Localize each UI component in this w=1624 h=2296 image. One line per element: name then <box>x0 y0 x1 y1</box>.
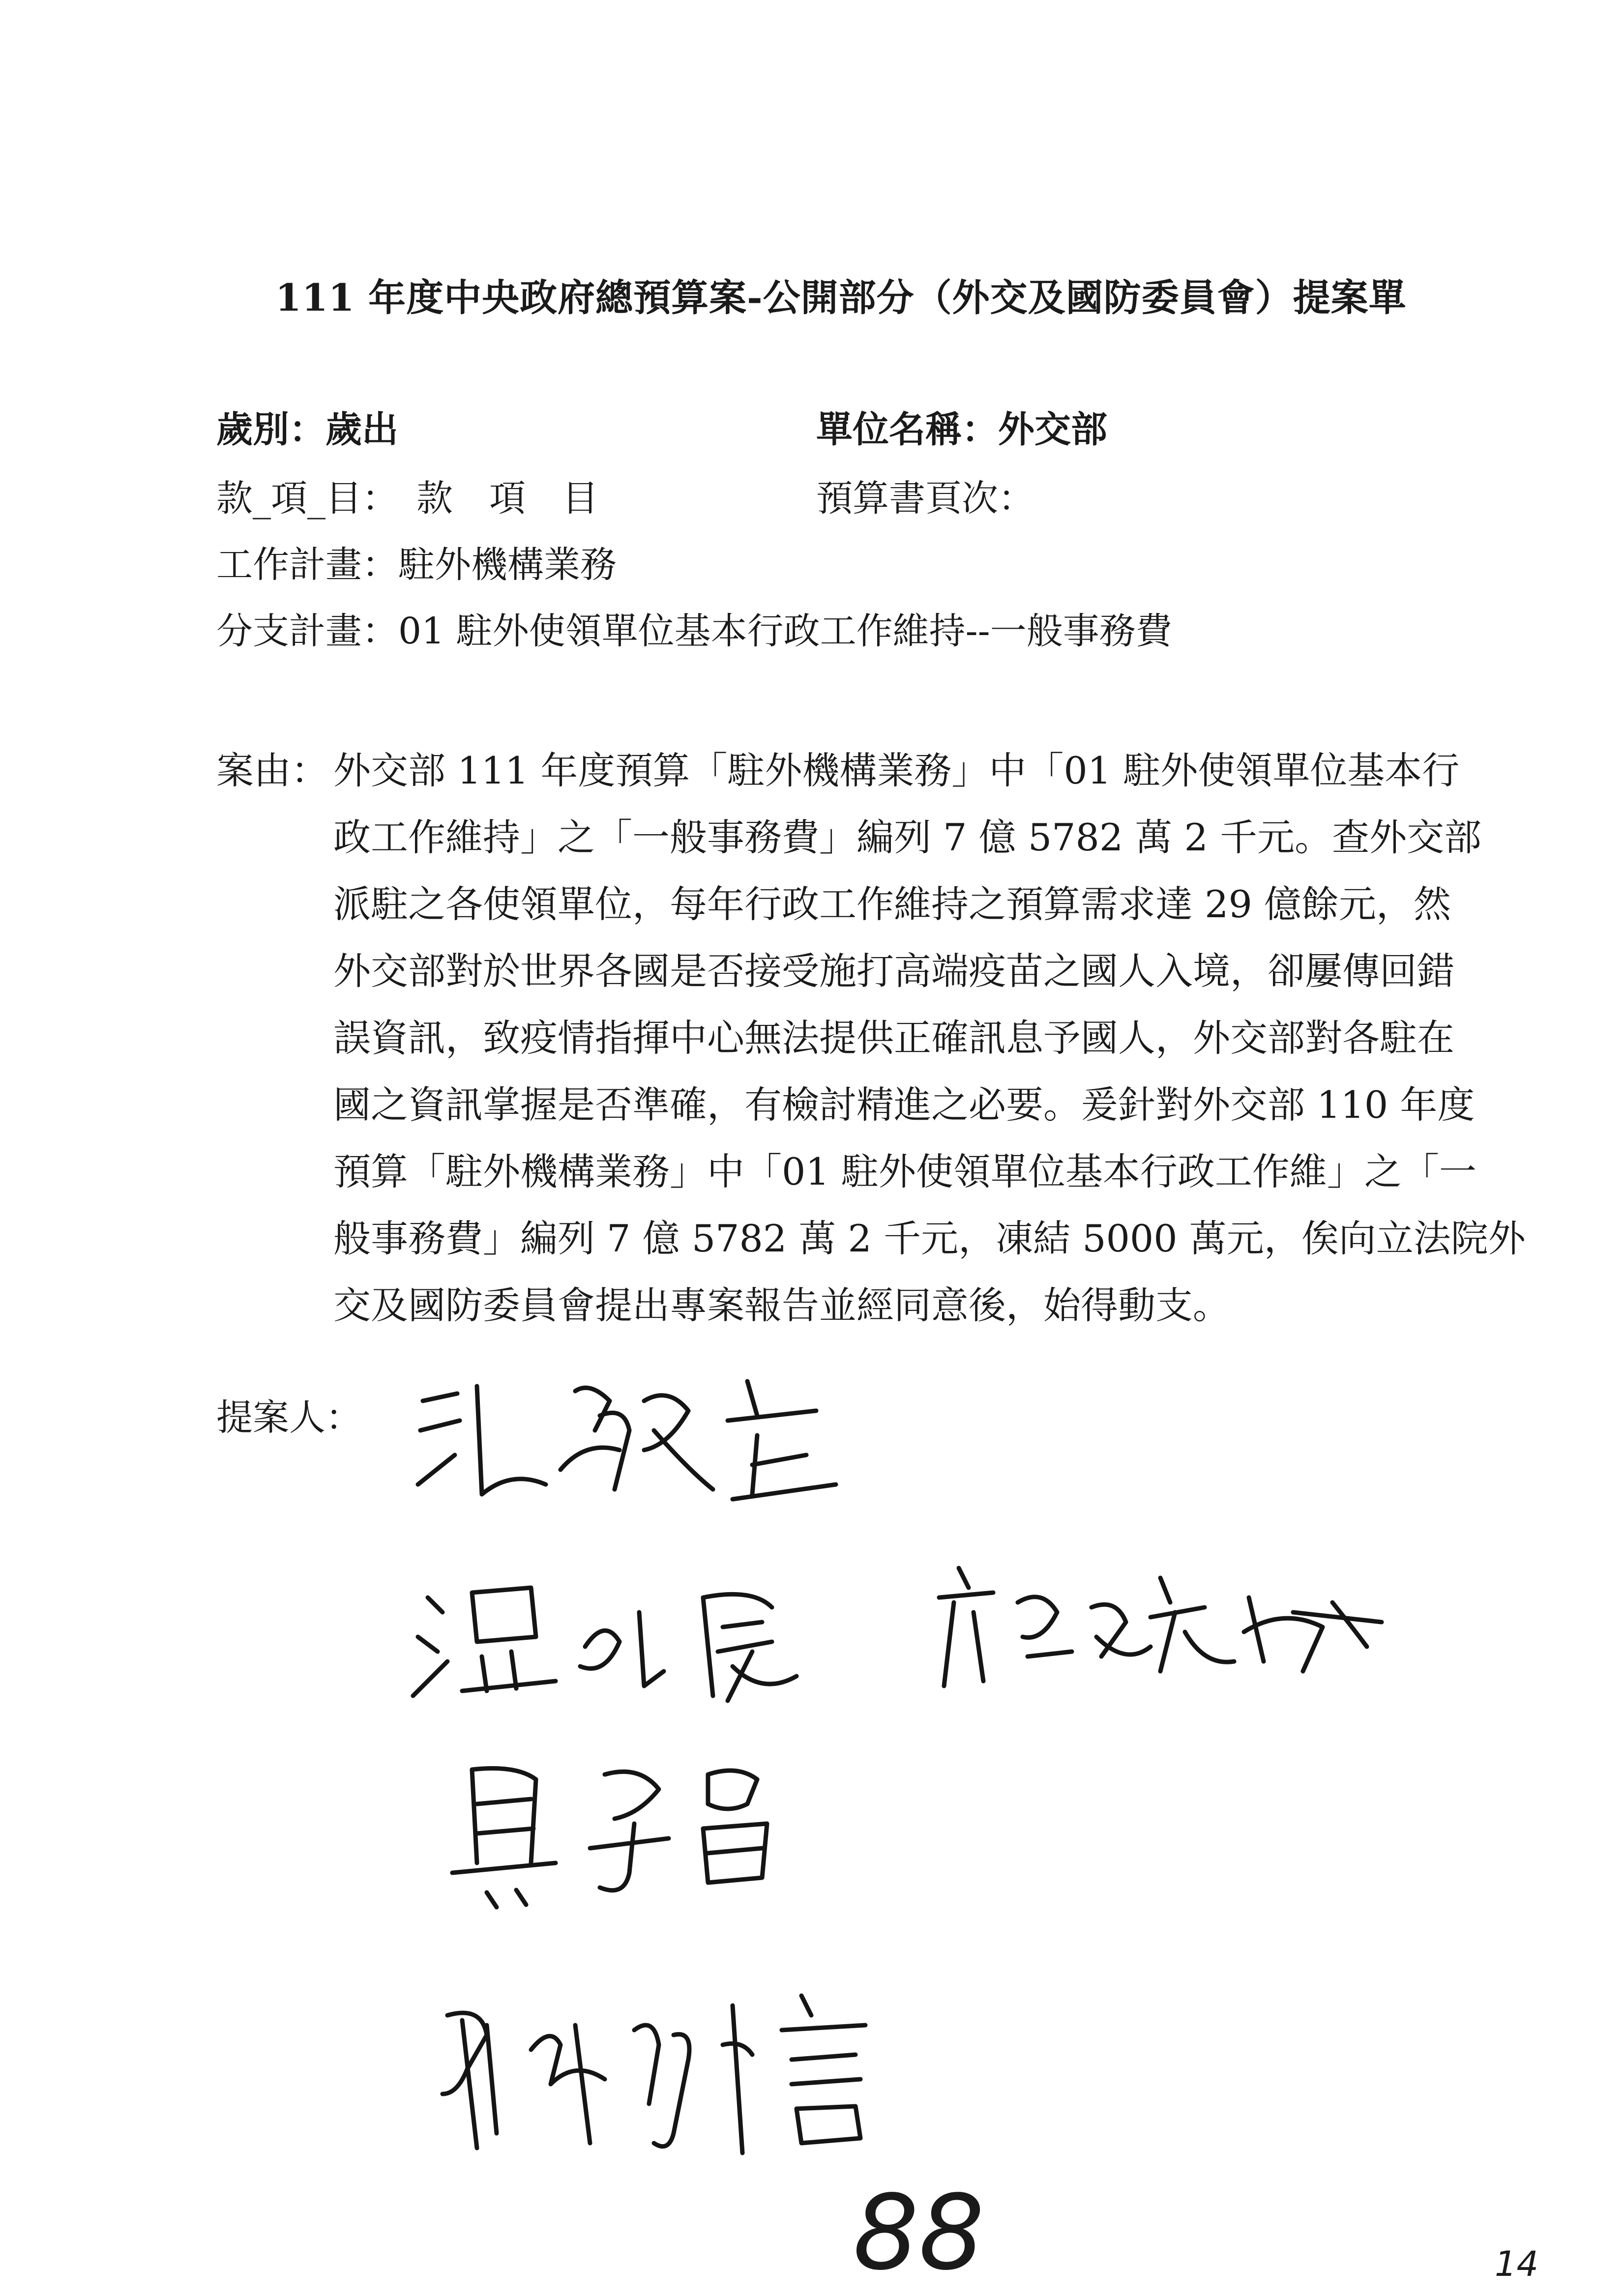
reason-line: 交及國防委員會提出專案報告並經同意後，始得動支。 <box>333 1283 1230 1327</box>
signature-5 <box>428 1986 919 2175</box>
budget-page-field: 預算書頁次： <box>816 477 1034 520</box>
reason-line: 般事務費」編列 7 億 5782 萬 2 千元，凍結 5000 萬元，俟向立法院外 <box>333 1217 1526 1260</box>
corner-page-number: 14 <box>1495 2244 1539 2284</box>
signature-4 <box>443 1750 836 1919</box>
signature-1 <box>413 1371 856 1521</box>
reason-body <box>333 737 1526 1339</box>
unit-name-field: 單位名稱：外交部 <box>816 408 1107 451</box>
reason-line: 國之資訊掌握是否準確，有檢討精進之必要。爰針對外交部 110 年度 <box>333 1083 1475 1127</box>
handwritten-page-number: 88 <box>853 2173 985 2293</box>
reason-line: 派駐之各使領單位，每年行政工作維持之預算需求達 29 億餘元，然 <box>333 882 1451 926</box>
category-field: 歲別：歲出 <box>216 408 398 451</box>
item-field: 款_項_目： 款 項 目 <box>216 477 598 520</box>
sub-plan-field: 分支計畫：01 駐外使領單位基本行政工作維持--一般事務費 <box>216 610 1172 652</box>
signature-2 <box>408 1568 851 1717</box>
signature-3 <box>929 1558 1396 1708</box>
proposer-label: 提案人： <box>216 1396 362 1439</box>
reason-label: 案由： <box>216 749 328 792</box>
work-plan-field: 工作計畫：駐外機構業務 <box>216 544 617 586</box>
reason-line: 外交部對於世界各國是否接受施打高端疫苗之國人入境，卻屢傳回錯 <box>333 949 1454 993</box>
reason-line: 預算「駐外機構業務」中「01 駐外使領單位基本行政工作維」之「一 <box>333 1150 1476 1193</box>
reason-line: 誤資訊，致疫情指揮中心無法提供正確訊息予國人，外交部對各駐在 <box>333 1016 1454 1060</box>
reason-line: 外交部 111 年度預算「駐外機構業務」中「01 駐外使領單位基本行 <box>333 749 1460 792</box>
reason-line: 政工作維持」之「一般事務費」編列 7 億 5782 萬 2 千元。查外交部 <box>333 815 1482 859</box>
document-title: 111 年度中央政府總預算案-公開部分（外交及國防委員會）提案單 <box>275 276 1407 320</box>
